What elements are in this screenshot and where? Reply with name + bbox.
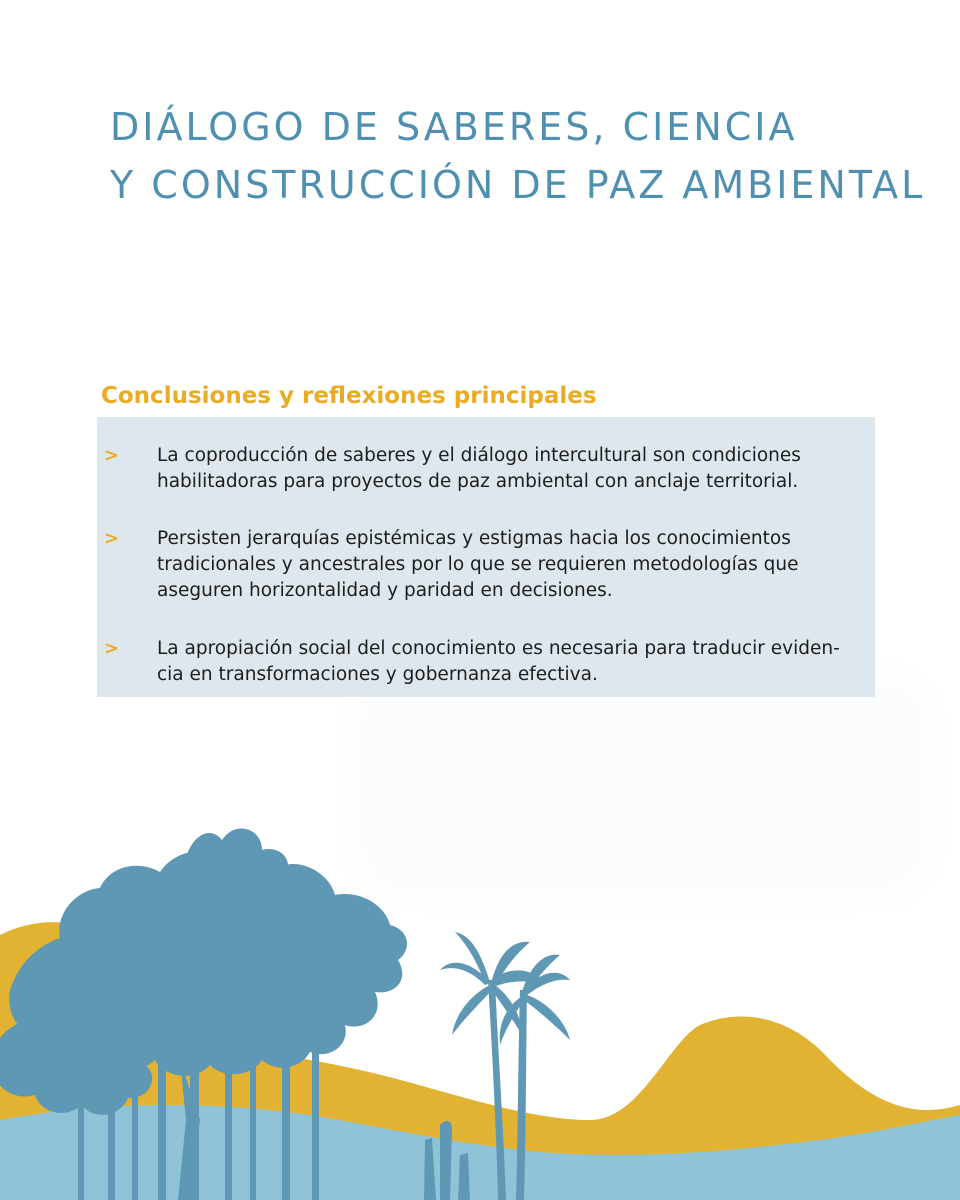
page-title xyxy=(110,98,930,214)
tree-trunks-icon xyxy=(78,1040,319,1200)
page-title-line-2: Y CONSTRUCCIÓN DE PAZ AMBIENTAL xyxy=(110,163,926,207)
conclusions-box xyxy=(97,417,875,697)
list-item-text: La coproducción de saberes y el diálogo intercultural son condiciones habilitadoras para proyectos de paz ambiental con anclaje territorial. xyxy=(157,445,801,492)
tropical-landscape-illustration xyxy=(0,820,960,1200)
page-title-line-1: DIÁLOGO DE SABERES, CIENCIA xyxy=(110,105,798,149)
list-item-text: La apropiación social del conocimiento es necesaria para traducir eviden- cia en transformaciones y gobernanza efectiva. xyxy=(157,638,840,685)
bullet-chevron-icon: > xyxy=(104,445,120,466)
section-heading: Conclusiones y reflexiones principales xyxy=(101,383,597,409)
bullet-chevron-icon: > xyxy=(104,638,120,659)
bullet-chevron-icon: > xyxy=(104,528,120,549)
list-item-text: Persisten jerarquías epistémicas y estigmas hacia los conocimientos tradicionales y ancestrales por lo que se requieren metodologías que aseguren horizontalidad y paridad en decisiones. xyxy=(157,528,799,601)
